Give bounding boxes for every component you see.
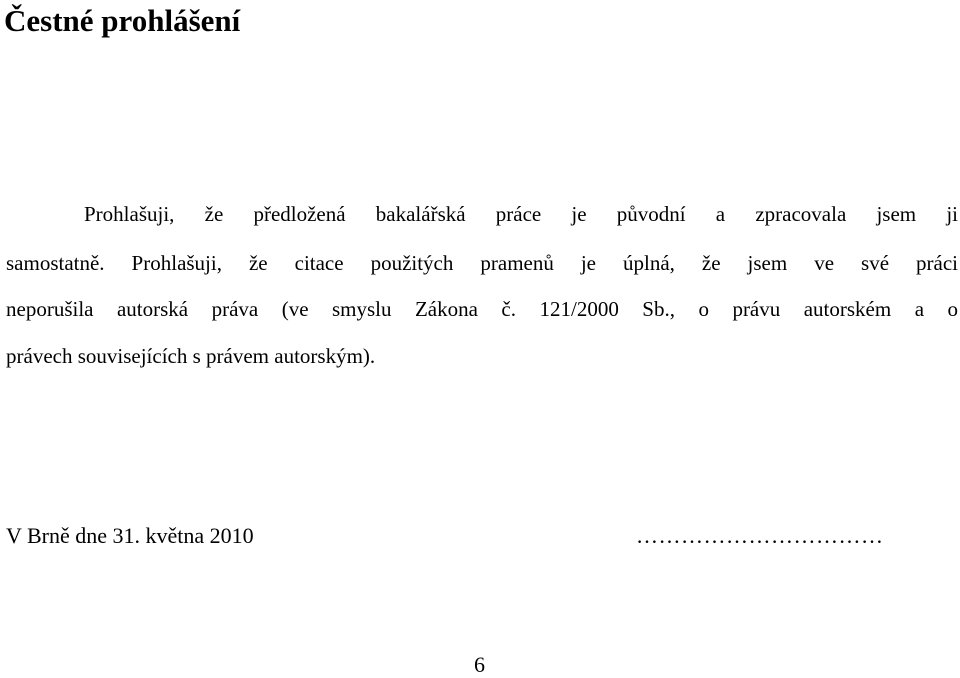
- signature-line: ……………………………: [636, 523, 884, 548]
- body-line-2: samostatně. Prohlašuji, že citace použitých pramenů je úplná, že jsem ve své práci: [6, 251, 958, 275]
- body-line-4: právech souvisejících s právem autorským).: [6, 344, 376, 368]
- body-line-3: neporušila autorská práva (ve smyslu Zákona č. 121/2000 Sb., o právu autorském a o: [6, 297, 958, 321]
- body-line-1: Prohlašuji, že předložená bakalářská práce je původní a zpracovala jsem ji: [84, 202, 958, 226]
- place-and-date: V Brně dne 31. května 2010: [6, 523, 254, 548]
- page-number: 6: [474, 652, 485, 677]
- page-title: Čestné prohlášení: [4, 3, 241, 38]
